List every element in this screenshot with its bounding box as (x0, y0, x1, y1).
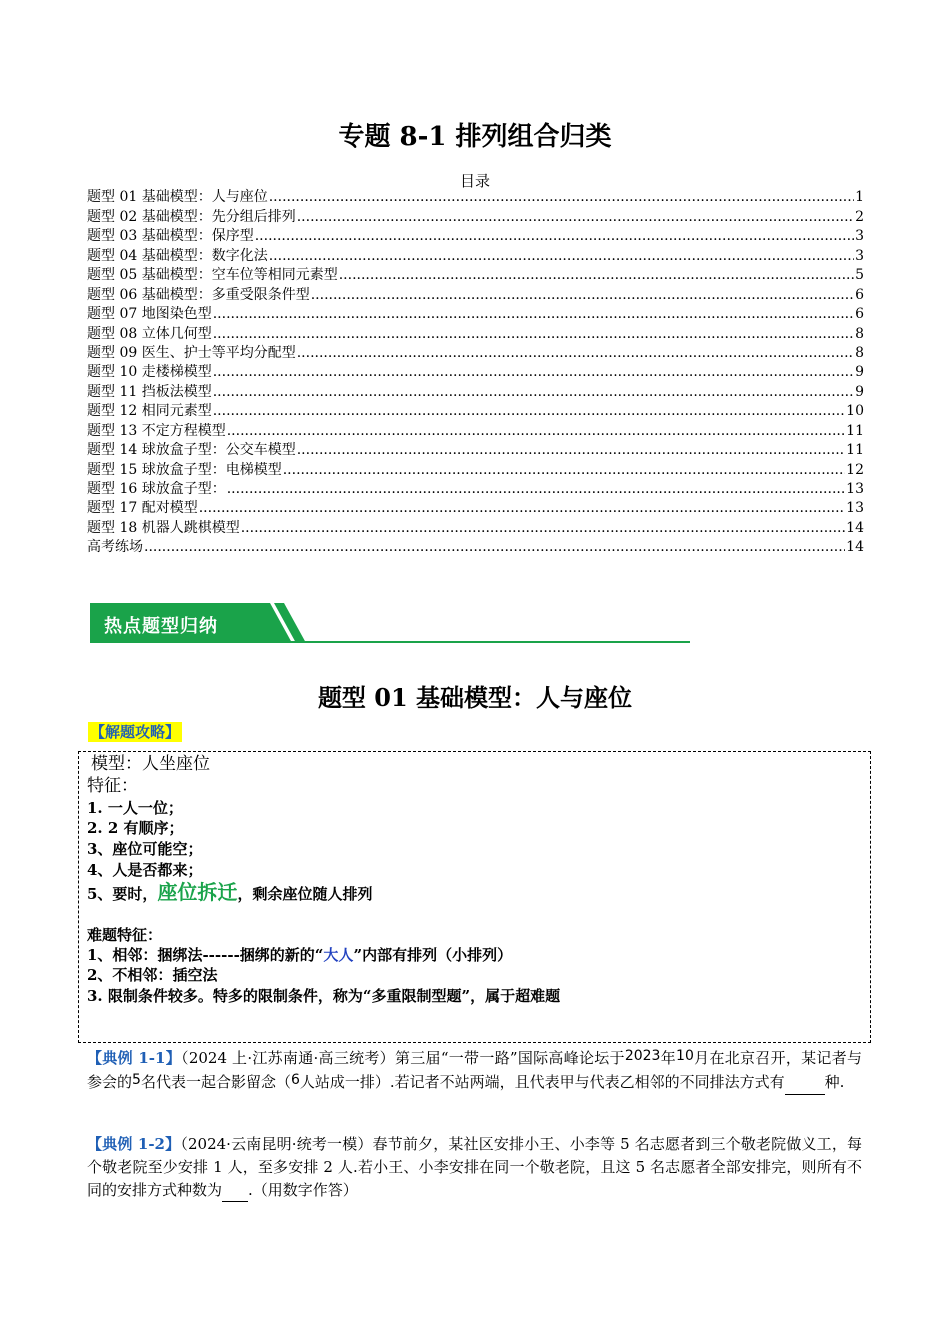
toc-entry-page: 9 (855, 383, 864, 400)
toc-heading: 目录 (459, 172, 490, 190)
tips-label: 【解题攻略】 (90, 723, 181, 741)
toc-leader-dots (255, 227, 854, 246)
example-1-1-text: 人站成一排）.若记者不站两端，且代表甲与代表乙相邻的不同排法方式有 (299, 1073, 785, 1091)
toc-entry-page: 11 (846, 422, 864, 439)
toc-leader-dots (144, 538, 845, 557)
example-1-2-text: .（用数字作答） (248, 1181, 358, 1199)
example-1-1-text: 名代表一起合影留念（ (140, 1073, 291, 1091)
toc-entry-label: 题型 08 立体几何型 (87, 325, 212, 342)
toc-leader-dots (241, 519, 845, 538)
toc-entry-page: 12 (846, 461, 864, 478)
toc-entry[interactable] (87, 460, 864, 479)
example-1-1-text: 月在北京召开，某记者与参会的 (87, 1049, 862, 1091)
box-hard-1 (87, 945, 512, 965)
box-hard-1-highlight: 大人 (323, 946, 354, 964)
document-title: 专题 8-1 排列组合归类 (338, 122, 612, 152)
example-1-2 (87, 1133, 862, 1202)
toc-entry-label: 题型 02 基础模型：先分组后排列 (87, 208, 296, 225)
toc-entry-label: 题型 13 不定方程模型 (87, 422, 226, 439)
box-hard-heading: 难题特征： (87, 926, 163, 944)
answer-blank (785, 1078, 825, 1095)
toc-leader-dots (213, 363, 854, 382)
example-1-1-num: 5 (132, 1072, 141, 1088)
toc-entry-label: 题型 06 基础模型：多重受限条件型 (87, 286, 310, 303)
toc-entry-page: 1 (855, 189, 864, 206)
section-title: 题型 01 基础模型：人与座位 (317, 683, 633, 712)
example-1-1-text: 种. (824, 1073, 845, 1091)
box-feature-1: 1. 一人一位； (87, 799, 183, 817)
example-1-1-text: （2024 上·江苏南通·高三统考）第三届“一带一路”国际高峰论坛于 (181, 1049, 625, 1067)
toc-leader-dots (227, 480, 845, 499)
toc-entry[interactable] (87, 499, 864, 518)
toc-entry[interactable] (87, 227, 864, 246)
toc-entry[interactable] (87, 188, 864, 207)
toc-entry[interactable] (87, 305, 864, 324)
toc-entry-page: 8 (855, 344, 864, 361)
toc-entry-page: 14 (846, 539, 864, 556)
toc-entry-label: 题型 15 球放盒子型：电梯模型 (87, 461, 282, 478)
toc-entry-page: 11 (846, 442, 864, 459)
toc-entry-page: 5 (855, 267, 864, 284)
toc-entry[interactable] (87, 285, 864, 304)
box-feature-5-pre: 5、要时， (87, 885, 158, 903)
toc-entry-page: 9 (855, 364, 864, 381)
toc-entry-label: 题型 11 挡板法模型 (87, 383, 212, 400)
toc-entry-label: 题型 10 走楼梯模型 (87, 364, 212, 381)
toc-entry[interactable] (87, 382, 864, 401)
toc-leader-dots (269, 188, 854, 207)
toc-leader-dots (339, 266, 854, 285)
toc-entry-label: 题型 12 相同元素型 (87, 403, 212, 420)
example-1-1-text: 年 (660, 1049, 677, 1067)
box-hard-2: 2、不相邻：插空法 (87, 966, 218, 984)
box-feature-2: 2. 2 有顺序； (87, 819, 184, 837)
example-1-1-num: 10 (676, 1048, 694, 1064)
example-1-1-num: 6 (290, 1072, 300, 1088)
toc-entry-label: 题型 05 基础模型：空车位等相同元素型 (87, 267, 338, 284)
box-feature-4: 4、人是否都来； (87, 861, 203, 879)
toc-entry-page: 13 (846, 500, 864, 517)
toc-entry-label: 题型 17 配对模型 (87, 500, 198, 517)
box-feature-5-post: ，剩余座位随人排列 (237, 885, 373, 903)
banner-label: 热点题型归纳 (104, 616, 218, 637)
toc-entry-page: 13 (846, 481, 864, 497)
toc-leader-dots (213, 305, 854, 324)
toc-entry-page: 3 (855, 228, 864, 245)
toc-entry[interactable] (87, 421, 864, 440)
toc-leader-dots (311, 286, 854, 305)
toc-entry[interactable] (87, 207, 864, 226)
toc-entry[interactable] (87, 441, 864, 460)
toc-leader-dots (297, 208, 854, 227)
toc-entry-page: 2 (855, 208, 864, 225)
box-feature-5 (87, 882, 372, 904)
example-1-2-label: 【典例 1-2】 (87, 1135, 181, 1153)
toc-entry-label: 高考练场 (87, 539, 143, 556)
toc-leader-dots (283, 461, 845, 480)
toc-leader-dots (213, 383, 854, 402)
toc-entry[interactable] (87, 246, 864, 265)
toc-entry[interactable] (87, 518, 864, 537)
toc-entry-page: 8 (855, 325, 864, 342)
toc-entry-label: 题型 01 基础模型：人与座位 (87, 189, 268, 206)
toc-entry-page: 6 (855, 306, 864, 323)
box-feature-3: 3、座位可能空； (87, 840, 203, 858)
toc-leader-dots (297, 344, 854, 363)
box-hard-1-post: ”内部有排列（小排列） (353, 946, 513, 964)
toc-entry-label: 题型 09 医生、护士等平均分配型 (87, 344, 296, 361)
toc-leader-dots (213, 325, 854, 344)
toc-entry[interactable] (87, 402, 864, 421)
toc-entry[interactable] (87, 324, 864, 343)
toc-entry-label: 题型 04 基础模型：数字化法 (87, 247, 268, 264)
toc-entry[interactable] (87, 480, 864, 499)
box-feature-5-highlight: 座位拆迁 (157, 880, 238, 904)
example-1-1 (87, 1047, 862, 1095)
toc-entry[interactable] (87, 538, 864, 557)
toc-entry[interactable] (87, 266, 864, 285)
box-hard-1-pre: 1、相邻：捆绑法------捆绑的新的“ (87, 946, 324, 964)
toc-entry-label: 题型 14 球放盒子型：公交车模型 (87, 442, 296, 459)
example-1-1-label: 【典例 1-1】 (87, 1049, 182, 1067)
toc-leader-dots (227, 422, 845, 441)
box-hard-3: 3. 限制条件较多。特多的限制条件，称为“多重限制型题”，属于超难题 (87, 987, 561, 1005)
toc-entry-page: 6 (855, 286, 864, 303)
toc-entry[interactable] (87, 363, 864, 382)
toc-entry-label: 题型 03 基础模型：保序型 (87, 228, 254, 245)
example-1-2-text: （2024·云南昆明·统考一模）春节前夕，某社区安排小王、小李等 5 名志愿者到三个敬老院做义工，每个敬老院至少安排 1 人，至多安排 2 人.若小王、小李安排在同一个敬老院，且这 5 名志愿者全部安排完，则所有不同的安排方式种数为 (87, 1135, 862, 1199)
toc-entry-label: 题型 07 地图染色型 (87, 306, 212, 323)
toc-entry[interactable] (87, 344, 864, 363)
toc-leader-dots (213, 402, 845, 421)
toc-entry-label: 题型 16 球放盒子型： (87, 481, 226, 497)
box-model: 模型：人坐座位 (91, 754, 210, 774)
toc-leader-dots (297, 441, 845, 460)
example-1-1-num: 2023 (624, 1048, 661, 1064)
toc-entry-label: 题型 18 机器人跳棋模型 (87, 519, 240, 536)
toc-entry-page: 3 (855, 247, 864, 264)
toc-leader-dots (199, 499, 845, 518)
answer-blank (222, 1185, 248, 1202)
toc-entry-page: 14 (846, 519, 864, 536)
toc-leader-dots (269, 247, 854, 266)
table-of-contents (87, 188, 864, 557)
box-features: 特征： (87, 776, 138, 796)
toc-entry-page: 10 (846, 403, 864, 420)
